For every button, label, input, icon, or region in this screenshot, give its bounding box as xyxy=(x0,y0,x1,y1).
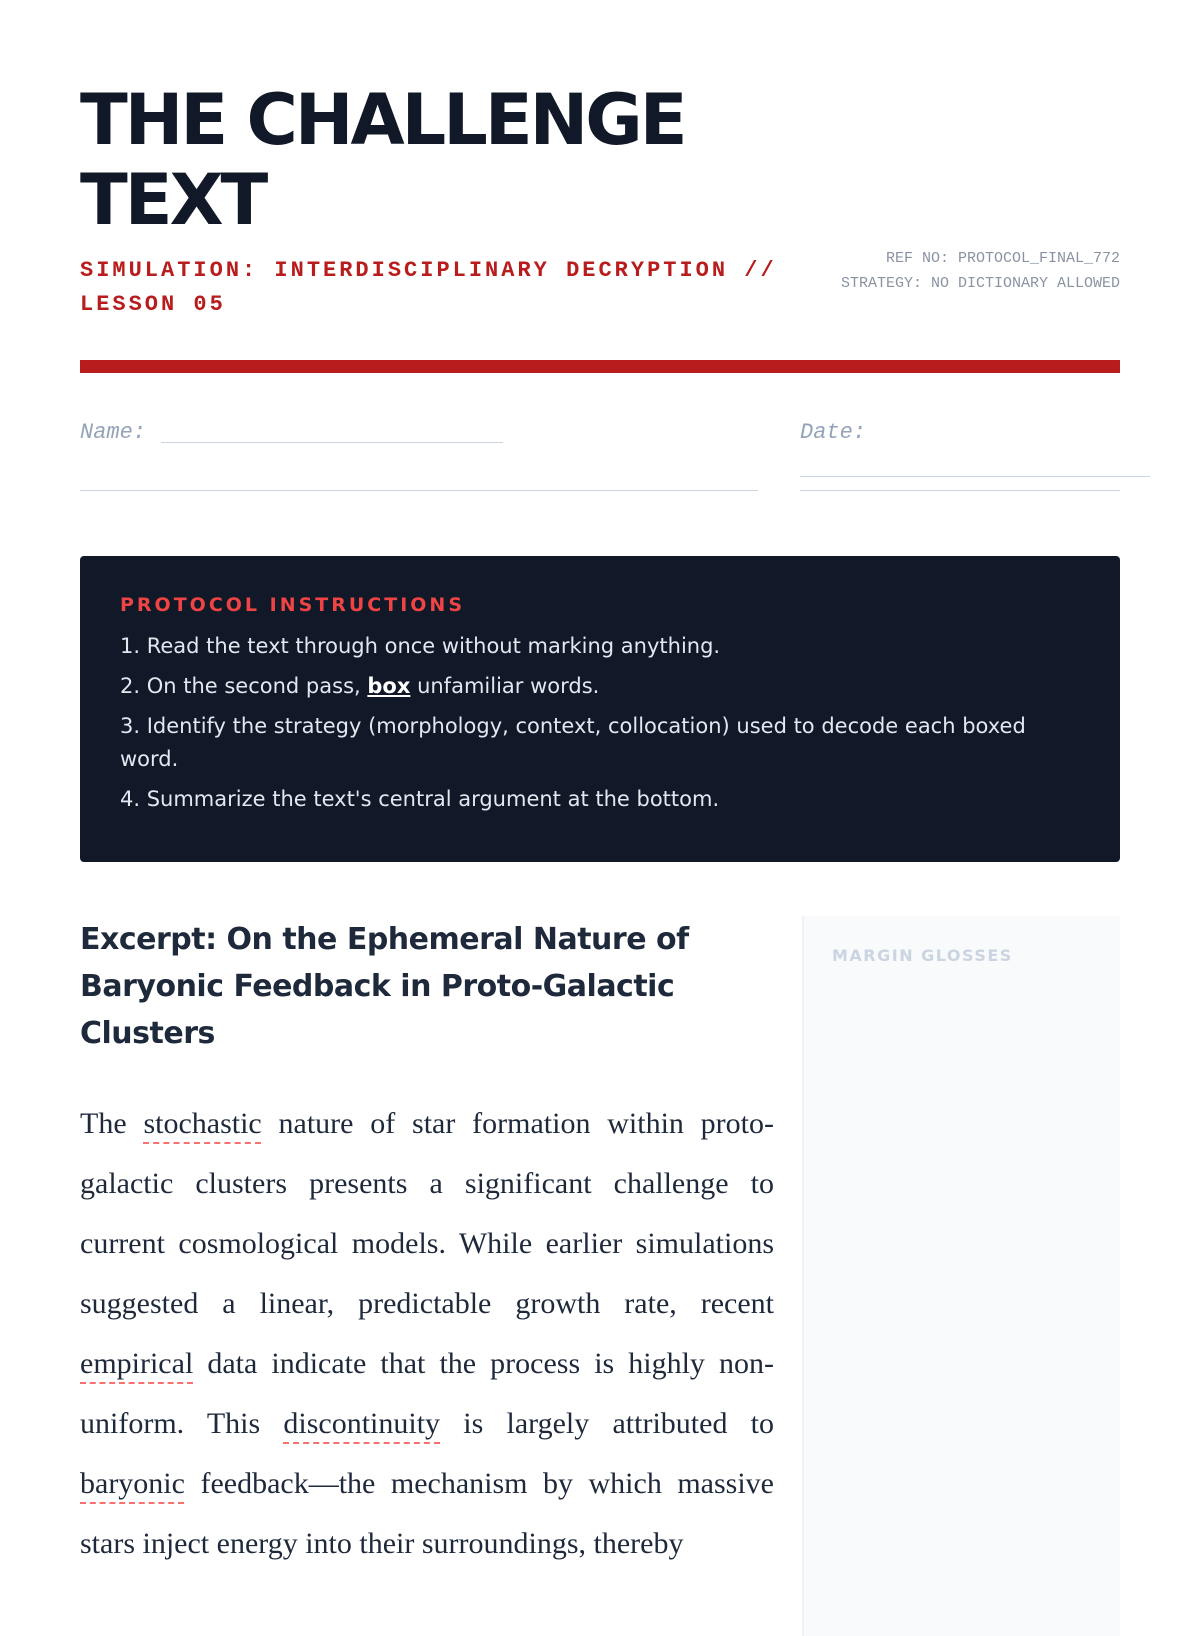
date-blank-line[interactable] xyxy=(800,476,1150,477)
instruction-text: 2. On the second pass, xyxy=(120,674,368,698)
protocol-instructions-panel xyxy=(80,556,1120,862)
challenge-passage xyxy=(80,1094,774,1574)
target-word[interactable]: empirical xyxy=(80,1347,194,1380)
margin-glosses-panel[interactable] xyxy=(802,916,1120,1636)
date-underline xyxy=(800,490,1120,491)
name-blank-line[interactable] xyxy=(161,442,503,443)
passage-text: The xyxy=(80,1107,144,1140)
passage-text: nature of star formation within proto-galactic clusters presents a significant challenge to current cosmological models. While earlier simulations suggested a linear, predictable growth rate, recent xyxy=(80,1107,774,1320)
passage-text: feedback—the mechanism by which massive stars inject energy into their surroundings, thereby xyxy=(80,1467,774,1560)
instruction-keyword: box xyxy=(367,674,411,698)
instruction-item: 1. Read the text through once without marking anything. xyxy=(120,634,721,658)
target-word[interactable]: discontinuity xyxy=(283,1407,441,1440)
instruction-item: 4. Summarize the text's central argument at the bottom. xyxy=(120,787,720,811)
instruction-text: unfamiliar words. xyxy=(410,674,600,698)
ref-number: REF NO: PROTOCOL_FINAL_772 xyxy=(885,250,1120,267)
reference-meta xyxy=(820,246,1120,296)
strategy-note: STRATEGY: NO DICTIONARY ALLOWED xyxy=(840,275,1120,292)
lesson-subtitle: SIMULATION: INTERDISCIPLINARY DECRYPTION // LESSON 05 xyxy=(80,258,777,317)
instruction-item: 3. Identify the strategy (morphology, context, collocation) used to decode each boxed word. xyxy=(120,714,1026,771)
excerpt-title: Excerpt: On the Ephemeral Nature of Baryonic Feedback in Proto-Galactic Clusters xyxy=(80,922,689,1051)
header-divider xyxy=(80,360,1120,373)
date-label: Date: xyxy=(800,420,867,445)
instruction-item xyxy=(120,670,1080,703)
name-label: Name: xyxy=(80,420,147,445)
page-title: THE CHALLENGE TEXT xyxy=(80,79,685,241)
margin-glosses-label: MARGIN GLOSSES xyxy=(832,946,1013,965)
target-word[interactable]: baryonic xyxy=(80,1467,185,1500)
target-word[interactable]: stochastic xyxy=(143,1107,262,1140)
passage-text: data indicate that the process is highly non-uniform. This xyxy=(80,1347,774,1440)
passage-text: is largely attributed to xyxy=(440,1407,774,1440)
instructions-list xyxy=(120,630,1080,816)
name-underline xyxy=(80,490,758,491)
instructions-heading: PROTOCOL INSTRUCTIONS xyxy=(120,594,466,616)
